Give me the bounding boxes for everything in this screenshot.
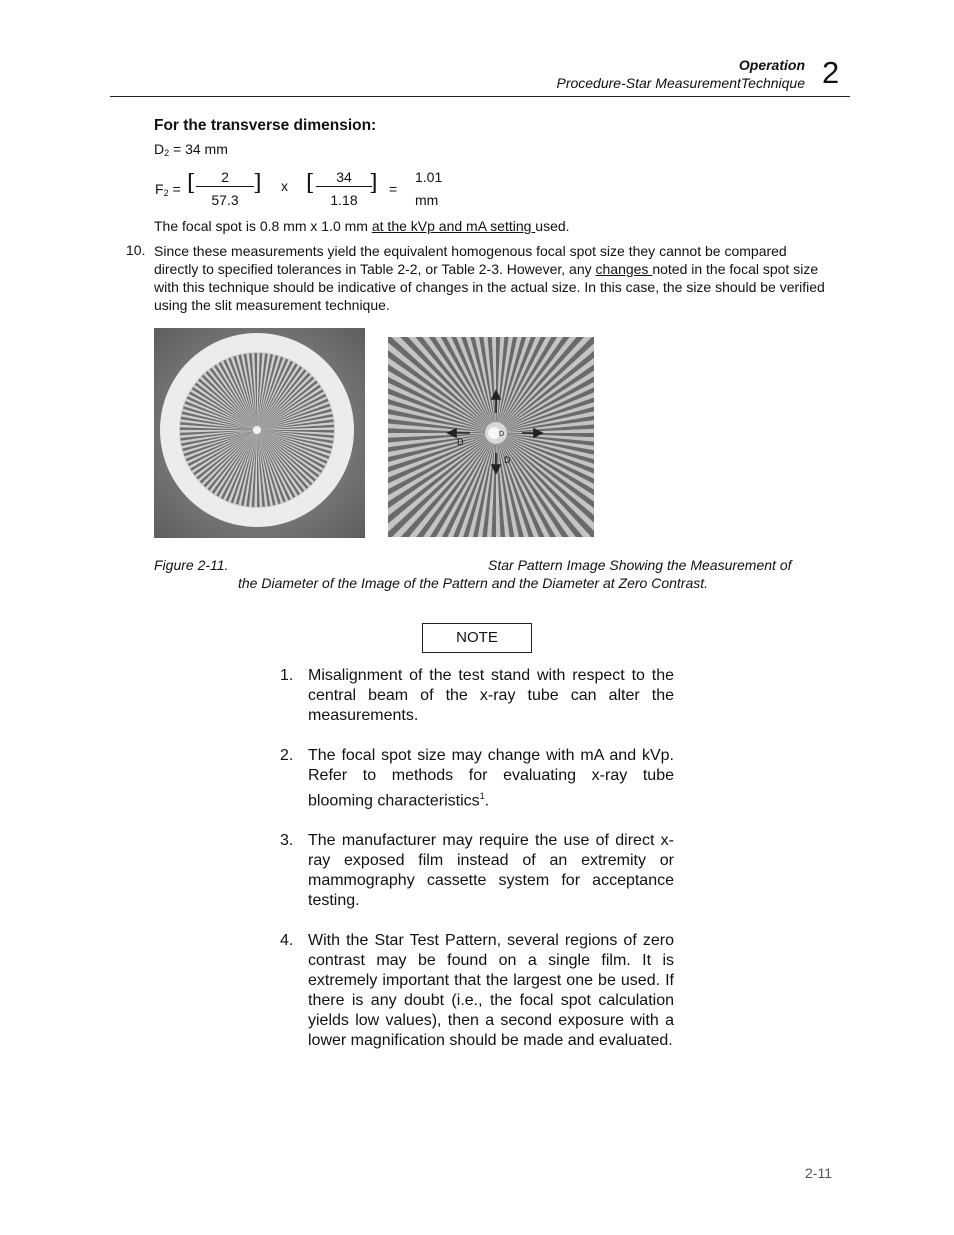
fraction-1-denominator: 57.3 bbox=[211, 192, 239, 208]
item-10-text: Since these measurements yield the equivalent homogenous focal spot size they cannot be compared directly to specified tolerances in Table 2-2, or Table 2-3. However, any changes noted in the focal spot size with this technique should be indicative of changes in the actual size. In this case, the size should be verified using the slit measurement technique. bbox=[154, 243, 825, 313]
list-item: 1. Misalignment of the test stand with respect to the central beam of the x-ray tube can alter the measurements. bbox=[280, 667, 674, 724]
formula-result: 1.01 bbox=[415, 169, 443, 185]
circular-star-pattern-svg bbox=[154, 328, 365, 538]
list-item: 4. With the Star Test Pattern, several regions of zero contrast may be found on a single film. It is extremely important that the largest one be used. If there is any doubt (i.e., the focal spot calculation yields low values), then a second exposure with a lower magnification should be made and evaluated. bbox=[280, 932, 674, 1050]
marker-label-center: D bbox=[499, 431, 505, 438]
focal-spot-sentence: The focal spot is 0.8 mm x 1.0 mm at the kVp and mA setting used. bbox=[154, 218, 570, 234]
page-number: 2-11 bbox=[805, 1165, 832, 1181]
fraction-2-numerator: 34 bbox=[336, 169, 352, 185]
equals-sign: = bbox=[389, 181, 398, 197]
fraction-1-bar bbox=[196, 186, 254, 187]
figure-label: Figure 2-11. bbox=[154, 557, 229, 573]
header-title: Operation bbox=[738, 57, 805, 73]
close-bracket-1: ] bbox=[253, 171, 262, 196]
figure-caption-line-2: the Diameter of the Image of the Pattern and the Diameter at Zero Contrast. bbox=[238, 575, 709, 591]
list-item: 3. The manufacturer may require the use of direct x-ray exposed film instead of an extremity or mammography cassette system for acceptance testing. bbox=[280, 832, 674, 910]
section-heading: For the transverse dimension: bbox=[154, 117, 377, 134]
open-bracket-1: [ bbox=[187, 171, 196, 196]
chapter-number: 2 bbox=[822, 55, 840, 90]
open-bracket-2: [ bbox=[306, 171, 315, 196]
times-sign: x bbox=[281, 178, 288, 194]
star-pattern-image-zero-contrast bbox=[388, 337, 594, 537]
close-bracket-2: ] bbox=[369, 171, 378, 196]
square-star-pattern-svg bbox=[388, 337, 594, 537]
item-10-number: 10. bbox=[126, 242, 146, 258]
header-divider bbox=[110, 96, 850, 97]
note-list bbox=[280, 666, 674, 1071]
marker-label-bottom: D bbox=[504, 455, 511, 465]
list-item: 2. The focal spot size may change with mA and kVp. Refer to methods for evaluating x-ray tube blooming characteristics$^1$. bbox=[280, 747, 674, 810]
d2-line: $D_2 = 34$ mm bbox=[154, 141, 228, 158]
fraction-1-numerator: 2 bbox=[221, 169, 229, 185]
marker-label-left: D bbox=[457, 437, 464, 447]
f2-label: $F_2$ = bbox=[155, 181, 181, 198]
header-subtitle: Procedure-Star MeasurementTechnique bbox=[556, 75, 805, 91]
figure-caption-line-1: Star Pattern Image Showing the Measurement of bbox=[488, 557, 792, 573]
star-pattern-image-circular bbox=[154, 328, 365, 538]
formula-unit: mm bbox=[415, 192, 439, 208]
note-box: NOTE bbox=[422, 623, 532, 653]
fraction-2-denominator: 1.18 bbox=[330, 192, 358, 208]
fraction-2-bar bbox=[316, 186, 372, 187]
